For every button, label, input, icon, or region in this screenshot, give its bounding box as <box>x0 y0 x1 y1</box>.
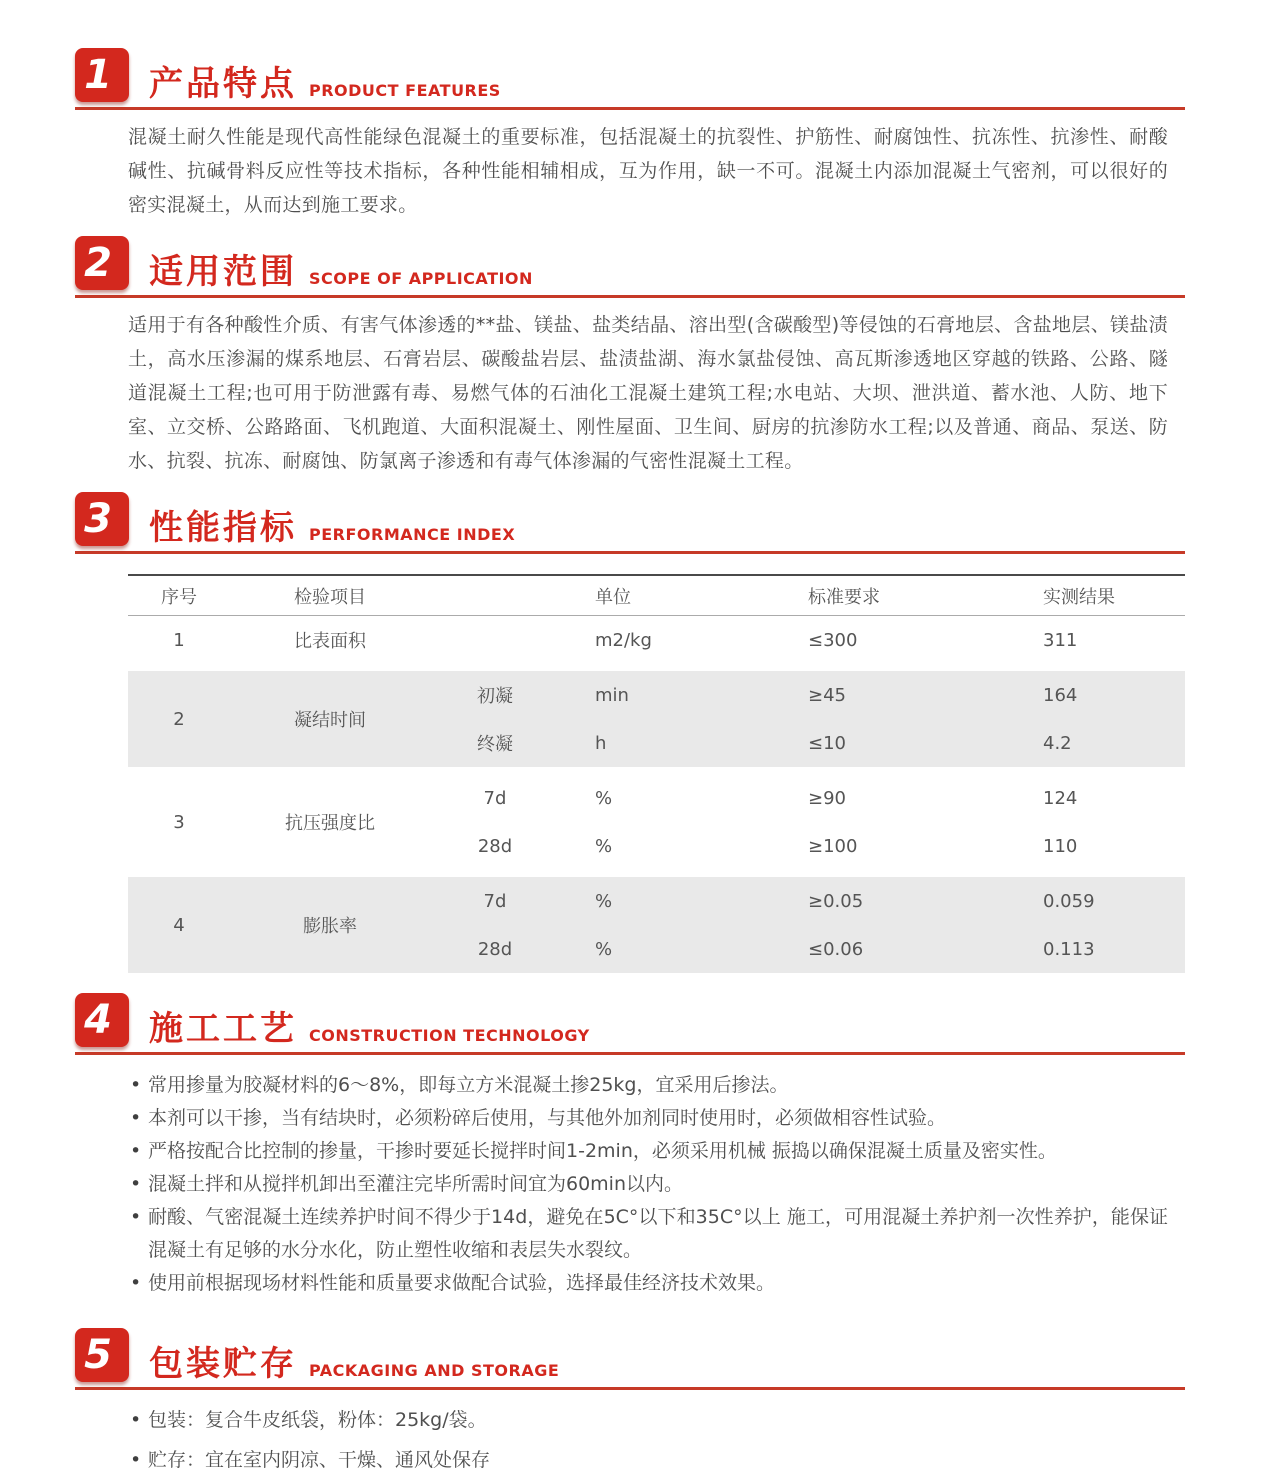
section-1-subtitle: PRODUCT FEATURES <box>309 81 501 100</box>
section-5-number-badge: 5 <box>75 1328 129 1382</box>
section-scope-of-application <box>75 236 1185 478</box>
row-no: 3 <box>173 811 185 833</box>
section-1-number-badge: 1 <box>75 48 129 102</box>
row-result: 0.113 <box>1043 938 1095 960</box>
row-subitem: 7d <box>483 787 507 809</box>
table-row <box>128 877 1185 973</box>
product-features-paragraph: 混凝土耐久性能是现代高性能绿色混凝土的重要标准，包括混凝土的抗裂性、护筋性、耐腐蚀性、抗冻性、抗渗性、耐酸碱性、抗碱骨料反应性等技术指标，各种性能相辅相成，互为作用，缺一不可。混凝土内添加混凝土气密剂，可以很好的密实混凝土，从而达到施工要求。 <box>128 126 1168 216</box>
table-row <box>128 671 1185 767</box>
section-5-title: 包装贮存 <box>149 1344 297 1384</box>
row-unit: % <box>595 787 613 809</box>
row-standard: ≤300 <box>808 629 858 651</box>
section-2-title: 适用范围 <box>149 252 297 292</box>
row-no: 1 <box>173 629 185 651</box>
row-unit: % <box>595 890 613 912</box>
section-1-header <box>75 48 1185 110</box>
section-3-number-badge: 3 <box>75 492 129 546</box>
list-item: • 贮存：宜在室内阴凉、干燥、通风处保存 <box>128 1444 1168 1477</box>
list-item: • 常用掺量为胶凝材料的6～8%，即每立方米混凝土掺25kg，宜采用后掺法。 <box>128 1069 1168 1102</box>
row-standard: ≤10 <box>808 732 846 754</box>
section-2-subtitle: SCOPE OF APPLICATION <box>309 269 533 288</box>
table-header-result: 实测结果 <box>1043 586 1115 608</box>
scope-of-application-paragraph: 适用于有各种酸性介质、有害气体渗透的**盐、镁盐、盐类结晶、溶出型(含碳酸型)等侵蚀的石膏地层、含盐地层、镁盐渍土，高水压渗漏的煤系地层、石膏岩层、碳酸盐岩层、盐渍盐湖、海水氯盐侵蚀、高瓦斯渗透地区穿越的铁路、公路、隧道混凝土工程;也可用于防泄露有毒、易燃气体的石油化工混凝土建筑工程;水电站、大坝、泄洪道、蓄水池、人防、地下室、立交桥、公路路面、飞机跑道、大面积混凝土、刚性屋面、卫生间、厨房的抗渗防水工程;以及普通、商品、泵送、防水、抗裂、抗冻、耐腐蚀、防氯离子渗透和有毒气体渗漏的气密性混凝土工程。 <box>128 314 1168 472</box>
row-unit: min <box>595 684 629 706</box>
row-subitem: 7d <box>483 890 507 912</box>
performance-index-table <box>128 574 1185 973</box>
section-5-subtitle: PACKAGING AND STORAGE <box>309 1361 560 1380</box>
row-standard: ≥0.05 <box>808 890 864 912</box>
section-4-header <box>75 993 1185 1055</box>
row-item: 比表面积 <box>294 631 366 652</box>
row-result: 311 <box>1043 629 1078 651</box>
section-4-title: 施工工艺 <box>149 1009 297 1049</box>
section-3-header <box>75 492 1185 554</box>
section-3-subtitle: PERFORMANCE INDEX <box>309 525 516 544</box>
section-4-number-badge: 4 <box>75 993 129 1047</box>
table-header-unit: 单位 <box>595 586 631 608</box>
table-header-no: 序号 <box>161 586 197 608</box>
row-no: 4 <box>173 914 185 936</box>
row-result: 110 <box>1043 835 1078 857</box>
row-unit: % <box>595 938 613 960</box>
table-row <box>128 616 1185 664</box>
row-unit: % <box>595 835 613 857</box>
list-item: • 耐酸、气密混凝土连续养护时间不得少于14d，避免在5C°以下和35C°以上 施工，可用混凝土养护剂一次性养护，能保证混凝土有足够的水分水化，防止塑性收缩和表层失水裂纹。 <box>128 1201 1168 1267</box>
row-subitem: 28d <box>477 835 513 857</box>
row-item: 抗压强度比 <box>285 813 375 834</box>
table-row <box>128 774 1185 870</box>
row-result: 164 <box>1043 684 1078 706</box>
list-item: • 严格按配合比控制的掺量，干掺时要延长搅拌时间1-2min，必须采用机械 振捣以确保混凝土质量及密实性。 <box>128 1135 1168 1168</box>
row-standard: ≤0.06 <box>808 938 864 960</box>
row-result: 124 <box>1043 787 1078 809</box>
section-product-features <box>75 48 1185 222</box>
row-standard: ≥90 <box>808 787 846 809</box>
table-header-row <box>128 574 1185 616</box>
list-item: • 包装：复合牛皮纸袋，粉体：25kg/袋。 <box>128 1404 1168 1437</box>
section-1-title: 产品特点 <box>149 64 297 104</box>
section-4-subtitle: CONSTRUCTION TECHNOLOGY <box>309 1026 590 1045</box>
section-2-header <box>75 236 1185 298</box>
row-standard: ≥45 <box>808 684 846 706</box>
row-unit: h <box>595 732 607 754</box>
section-construction-technology <box>75 993 1185 1300</box>
table-header-standard: 标准要求 <box>808 586 880 608</box>
list-item: • 使用前根据现场材料性能和质量要求做配合试验，选择最佳经济技术效果。 <box>128 1267 1168 1300</box>
row-standard: ≥100 <box>808 835 858 857</box>
row-subitem: 28d <box>477 938 513 960</box>
row-result: 4.2 <box>1043 732 1072 754</box>
row-item: 凝结时间 <box>294 710 366 731</box>
table-header-item: 检验项目 <box>294 586 366 608</box>
row-result: 0.059 <box>1043 890 1095 912</box>
section-3-title: 性能指标 <box>149 508 297 548</box>
row-subitem: 初凝 <box>477 686 513 707</box>
row-no: 2 <box>173 708 185 730</box>
list-item: • 混凝土拌和从搅拌机卸出至灌注完毕所需时间宜为60min以内。 <box>128 1168 1168 1201</box>
construction-technology-list <box>128 1069 1168 1300</box>
row-unit: m2/kg <box>595 629 652 651</box>
row-subitem: 终凝 <box>477 734 513 755</box>
section-performance-index <box>75 492 1185 973</box>
packaging-storage-list <box>128 1404 1168 1477</box>
section-2-number-badge: 2 <box>75 236 129 290</box>
section-packaging-and-storage <box>75 1328 1185 1477</box>
list-item: • 本剂可以干掺，当有结块时，必须粉碎后使用，与其他外加剂同时使用时，必须做相容性试验。 <box>128 1102 1168 1135</box>
section-5-header <box>75 1328 1185 1390</box>
row-item: 膨胀率 <box>303 916 357 937</box>
